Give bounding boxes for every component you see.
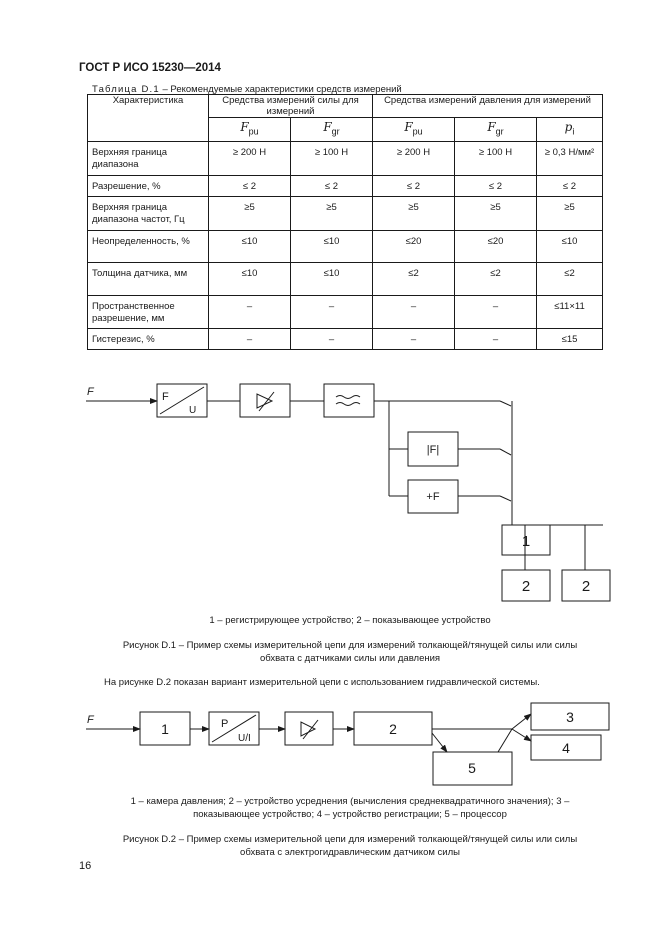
fig2-amplifier-icon (301, 722, 315, 736)
row-label: Верхняя граница диапазона частот, Гц (88, 197, 209, 231)
table-cell: ≤2 (373, 263, 455, 296)
table-cell: ≥ 100 Н (291, 142, 373, 176)
table-cell: ≥5 (537, 197, 603, 231)
table-cell: – (373, 296, 455, 329)
abs-block-label: |F| (426, 444, 440, 456)
table-cell: – (209, 329, 291, 350)
fig2-box-3-label: 3 (566, 709, 574, 725)
row-label: Гистерезис, % (88, 329, 209, 350)
table-cell: ≤ 2 (373, 176, 455, 197)
symbol-cell: $p_i$ (537, 118, 603, 142)
table-cell: – (373, 329, 455, 350)
table-cell: ≤11×11 (537, 296, 603, 329)
table-cell: ≤15 (537, 329, 603, 350)
symbol-cell: $F_{pu}$ (373, 118, 455, 142)
symbol-cell: $F_{pu}$ (209, 118, 291, 142)
table-cell: – (291, 296, 373, 329)
fig1-input-label: F (87, 386, 94, 398)
box-2a-label: 2 (521, 578, 531, 595)
fig2-box-4-label: 4 (562, 740, 570, 756)
fig2-converter-bottom: U/I (238, 733, 251, 744)
row-label: Неопределенность, % (88, 231, 209, 263)
table-cell: ≤ 2 (209, 176, 291, 197)
table-cell: ≤10 (291, 263, 373, 296)
body-paragraph: На рисунке D.2 показан вариант измерительной цепи с использованием гидравлической системы. (104, 677, 540, 688)
figure2-caption (70, 833, 630, 859)
figure1-caption-line2: обхвата с датчиками силы или давления (259, 653, 441, 664)
table-cell: ≤ 2 (291, 176, 373, 197)
table-cell: – (209, 296, 291, 329)
table-cell: ≤20 (373, 231, 455, 263)
table-cell: ≥ 100 Н (455, 142, 537, 176)
symbol-cell: $F_{gr}$ (291, 118, 373, 142)
converter-bottom-label: U (189, 405, 197, 416)
figure2-caption-line2: обхвата с электрогидравлическим датчиком силы (240, 847, 460, 858)
table-cell: ≥5 (373, 197, 455, 231)
table-cell: ≥5 (209, 197, 291, 231)
row-label: Разрешение, % (88, 176, 209, 197)
figure2-legend-line1: 1 – камера давления; 2 – устройство усреднения (вычисления среднеквадратичного значения); 3 – (130, 796, 570, 807)
fig2-converter-top: P (221, 718, 229, 730)
table-cell: ≤10 (209, 263, 291, 296)
table-cell: ≤10 (537, 231, 603, 263)
header-characteristic: Характеристика (88, 95, 209, 142)
fig2-amplifier-arrow (303, 720, 318, 739)
row-label: Пространственное разрешение, мм (88, 296, 209, 329)
table-cell: ≥5 (291, 197, 373, 231)
table-cell: ≥ 200 Н (373, 142, 455, 176)
converter-top-label: F (162, 391, 169, 403)
table-cell: ≥5 (455, 197, 537, 231)
table-cell: ≥ 0,3 Н/мм² (537, 142, 603, 176)
fig2-amplifier-block (285, 712, 333, 745)
fig2-input-label: F (87, 714, 94, 726)
table-cell: ≤ 2 (455, 176, 537, 197)
table-cell: ≤2 (455, 263, 537, 296)
page-number: 16 (79, 860, 92, 872)
table-cell: ≤ 2 (537, 176, 603, 197)
figure1-caption-line1: Рисунок D.1 – Пример схемы измерительной цепи для измерений толкающей/тянущей силы или силы (122, 640, 578, 651)
row-label: Верхняя граница диапазона (88, 142, 209, 176)
symbol-cell: $F_{gr}$ (455, 118, 537, 142)
fig2-box-5-label: 5 (468, 760, 476, 776)
plus-block-label: +F (426, 491, 440, 503)
table-cell: ≥ 200 Н (209, 142, 291, 176)
figure2-legend-line2: показывающее устройство; 4 – устройство регистрации; 5 – процессор (193, 809, 507, 820)
table-cell: – (455, 329, 537, 350)
figure2-legend (70, 795, 630, 821)
header-pressure-group: Средства измерений давления для измерений (373, 95, 603, 118)
table-cell: – (291, 329, 373, 350)
fig2-box-1-label: 1 (161, 721, 169, 737)
document-header: ГОСТ Р ИСО 15230—2014 (79, 62, 221, 74)
figure2-caption-line1: Рисунок D.2 – Пример схемы измерительной цепи для измерений толкающей/тянущей силы или силы (122, 834, 578, 845)
table-caption-text: – Рекомендуемые характеристики средств измерений (159, 84, 402, 95)
table-cell: ≤20 (455, 231, 537, 263)
table-cell: – (455, 296, 537, 329)
table-caption-label: Таблица D.1 (92, 84, 160, 95)
header-force-group: Средства измерений силы для измерений (209, 95, 373, 118)
fig2-box-2-label: 2 (389, 721, 397, 737)
table-cell: ≤2 (537, 263, 603, 296)
row-label: Толщина датчика, мм (88, 263, 209, 296)
table-cell: ≤10 (209, 231, 291, 263)
table-cell: ≤10 (291, 231, 373, 263)
figure1-legend: 1 – регистрирующее устройство; 2 – показывающее устройство (209, 615, 491, 626)
box-1-label: 1 (521, 533, 531, 550)
box-2b-label: 2 (581, 578, 591, 595)
